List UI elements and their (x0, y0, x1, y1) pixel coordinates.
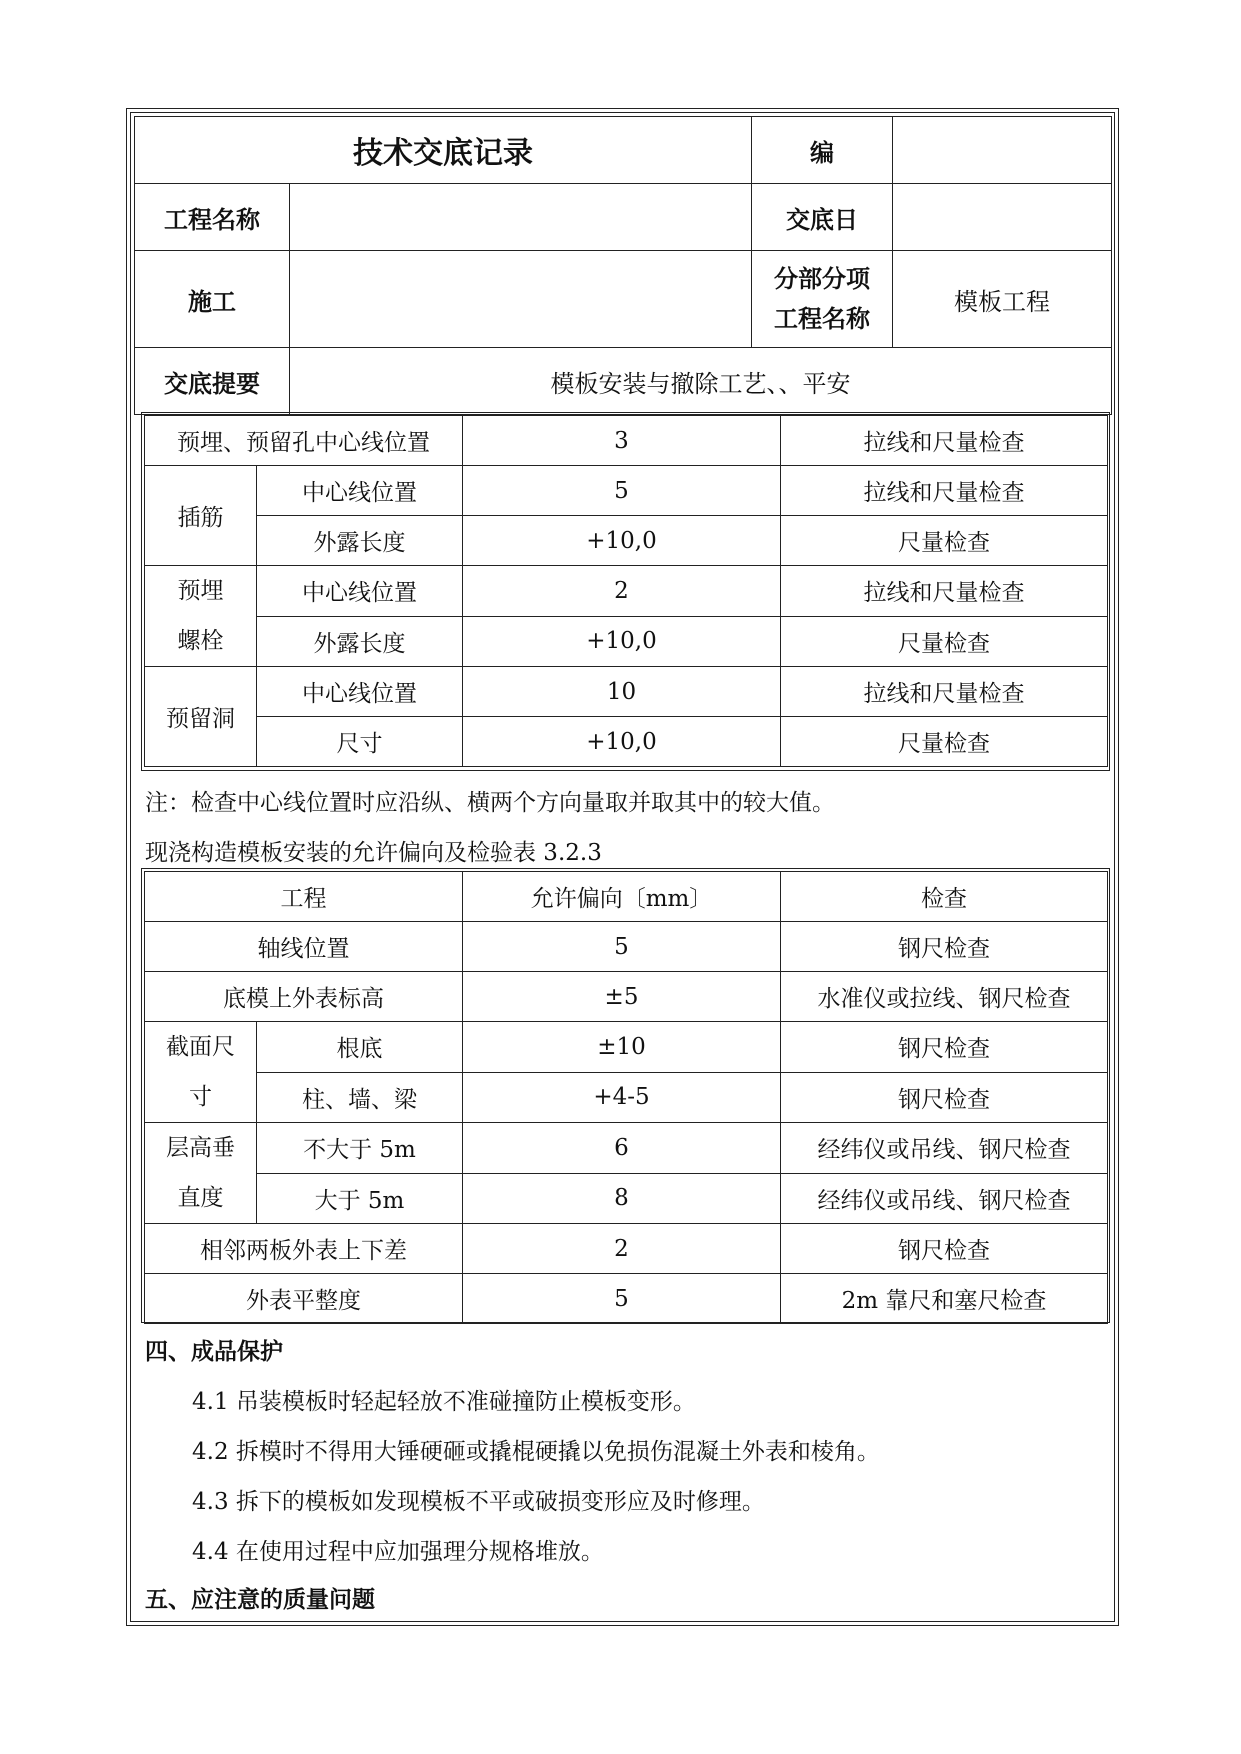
table-cell-value: 3 (463, 416, 781, 466)
table-cell-method: 钢尺检查 (781, 1072, 1108, 1123)
table-cell-method: 拉线和尺量检查 (781, 566, 1108, 617)
summary-value: 模板安装与撤除工艺、、平安 (290, 348, 1112, 415)
table-cell-group (145, 1123, 257, 1224)
table-cell-sub: 不大于 5m (257, 1123, 463, 1174)
table-cell-item: 相邻两板外表上下差 (145, 1224, 463, 1274)
project-name-label: 工程名称 (135, 184, 290, 251)
table-cell-method: 经纬仪或吊线、钢尺检查 (781, 1173, 1108, 1224)
table-cell-value: ±10 (463, 1022, 781, 1073)
column-header-tolerance: 允许偏向〔mm〕 (463, 872, 781, 922)
handover-header-table (134, 116, 1112, 415)
table-cell-method: 2m 靠尺和塞尺检查 (781, 1274, 1108, 1324)
table-cell-value: +10,0 (463, 516, 781, 566)
table-cell-method: 经纬仪或吊线、钢尺检查 (781, 1123, 1108, 1174)
group-line2: 寸 (189, 1084, 212, 1110)
table-cell-sub: 外露长度 (257, 616, 463, 667)
subproject-label-line1: 分部分项 (774, 265, 870, 293)
group-line1: 层高垂 (166, 1135, 235, 1161)
table-row (145, 717, 1108, 767)
serial-value (893, 117, 1112, 184)
embedded-parts-tolerance-table (144, 415, 1108, 767)
table-cell-group (145, 1022, 257, 1123)
table1-note: 注：检查中心线位置时应沿纵、横两个方向量取并取其中的较大值。 (145, 790, 835, 816)
table-row (145, 922, 1108, 972)
table-row (145, 1224, 1108, 1274)
section-5-heading: 五、应注意的质量问题 (145, 1587, 375, 1613)
table-cell-item: 轴线位置 (145, 922, 463, 972)
section-4-heading: 四、成品保护 (145, 1339, 283, 1365)
table-cell-value: 2 (463, 566, 781, 617)
table-cell-group (145, 566, 257, 667)
table-cell-method: 拉线和尺量检查 (781, 466, 1108, 516)
table-cell-sub: 大于 5m (257, 1173, 463, 1224)
table-row (145, 616, 1108, 667)
table-row (145, 466, 1108, 516)
formwork-tolerance-table (144, 871, 1108, 1324)
table-row (145, 416, 1108, 466)
group-line2: 螺栓 (177, 628, 224, 654)
column-header-method: 检查 (781, 872, 1108, 922)
table-row (145, 516, 1108, 566)
table-cell-value: 5 (463, 466, 781, 516)
table-cell-sub: 根底 (257, 1022, 463, 1073)
table-cell-value: +4-5 (463, 1072, 781, 1123)
subproject-label (752, 251, 893, 348)
handover-date-label: 交底日 (752, 184, 893, 251)
table-cell-group: 插筋 (145, 466, 257, 566)
group-line1: 预埋 (177, 578, 224, 604)
table-cell-method: 拉线和尺量检查 (781, 667, 1108, 717)
section-4-item: 4.1 吊装模板时轻起轻放不准碰撞防止模板变形。 (192, 1389, 696, 1415)
table-cell-value: 8 (463, 1173, 781, 1224)
table-cell-sub: 中心线位置 (257, 566, 463, 617)
document-title: 技术交底记录 (135, 117, 752, 184)
table-cell-value: 10 (463, 667, 781, 717)
table-cell-sub: 中心线位置 (257, 466, 463, 516)
subproject-value: 模板工程 (893, 251, 1112, 348)
section-4-item: 4.2 拆模时不得用大锤硬砸或撬棍硬撬以免损伤混凝土外表和棱角。 (192, 1439, 880, 1465)
table-cell-sub: 尺寸 (257, 717, 463, 767)
section-4-item: 4.4 在使用过程中应加强理分规格堆放。 (192, 1539, 604, 1565)
table2-caption: 现浇构造模板安装的允许偏向及检验表 3.2.3 (145, 840, 602, 866)
table-row (145, 1022, 1108, 1073)
table-cell-method: 钢尺检查 (781, 1224, 1108, 1274)
project-name-value (290, 184, 752, 251)
serial-label: 编 (752, 117, 893, 184)
table-cell-value: 2 (463, 1224, 781, 1274)
table-cell-value: 6 (463, 1123, 781, 1174)
table-cell-value: +10,0 (463, 717, 781, 767)
table-cell-method: 尺量检查 (781, 616, 1108, 667)
table-cell-value: 5 (463, 1274, 781, 1324)
column-header-item: 工程 (145, 872, 463, 922)
summary-label: 交底提要 (135, 348, 290, 415)
table-cell-value: +10,0 (463, 616, 781, 667)
table-cell-value: 5 (463, 922, 781, 972)
table-cell-sub: 柱、墙、梁 (257, 1072, 463, 1123)
group-line1: 截面尺 (166, 1034, 235, 1060)
table-cell-method: 钢尺检查 (781, 922, 1108, 972)
group-line2: 直度 (177, 1185, 224, 1211)
table-row (145, 972, 1108, 1022)
handover-date-value (893, 184, 1112, 251)
table-cell-sub: 中心线位置 (257, 667, 463, 717)
subproject-label-line2: 工程名称 (774, 305, 870, 333)
table-row (145, 566, 1108, 617)
table-row (145, 1072, 1108, 1123)
table-cell-sub: 外露长度 (257, 516, 463, 566)
table-cell-method: 拉线和尺量检查 (781, 416, 1108, 466)
table-cell-method: 尺量检查 (781, 516, 1108, 566)
table-cell-group: 预留洞 (145, 667, 257, 767)
table-cell-item: 底模上外表标高 (145, 972, 463, 1022)
table-row (145, 667, 1108, 717)
section-4-item: 4.3 拆下的模板如发现模板不平或破损变形应及时修理。 (192, 1489, 765, 1515)
table-cell-item: 预埋、预留孔中心线位置 (145, 416, 463, 466)
table-row (145, 1274, 1108, 1324)
table-row (145, 1173, 1108, 1224)
table-header-row (145, 872, 1108, 922)
table-cell-method: 尺量检查 (781, 717, 1108, 767)
table-cell-item: 外表平整度 (145, 1274, 463, 1324)
table-row (145, 1123, 1108, 1174)
table-cell-value: ±5 (463, 972, 781, 1022)
construction-value (290, 251, 752, 348)
table-cell-method: 钢尺检查 (781, 1022, 1108, 1073)
construction-label: 施工 (135, 251, 290, 348)
table-cell-method: 水准仪或拉线、钢尺检查 (781, 972, 1108, 1022)
